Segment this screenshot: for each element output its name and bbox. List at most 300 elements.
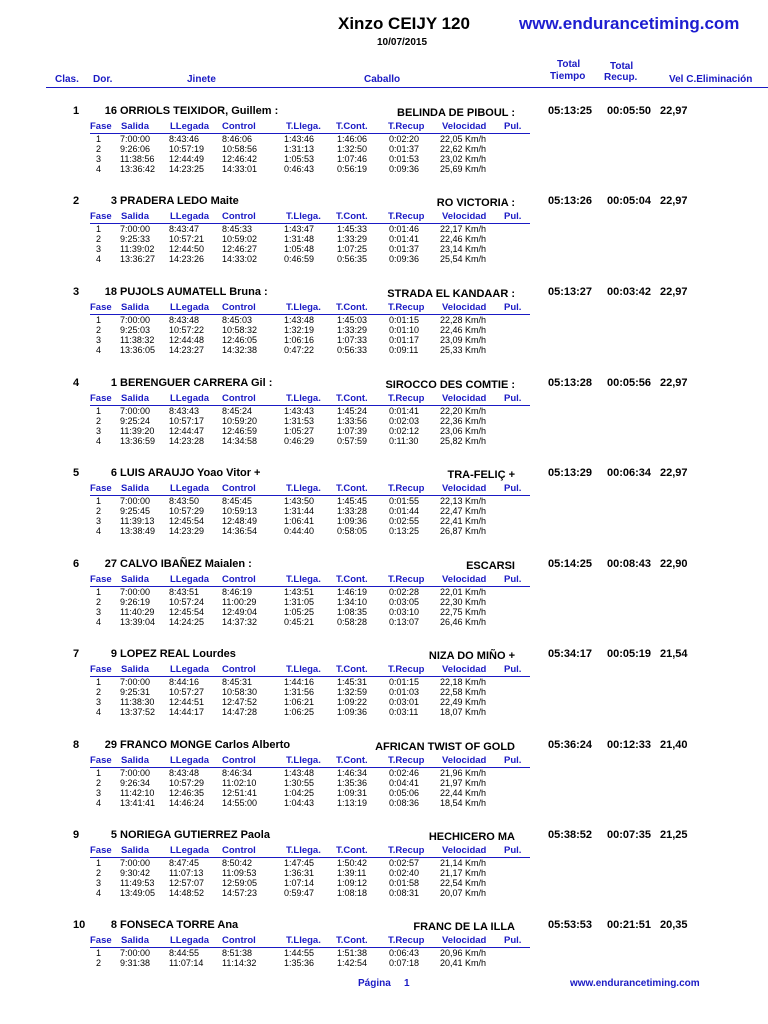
average-speed: 22,97 <box>660 467 688 479</box>
phase-header-cell: Fase <box>90 755 112 766</box>
phase-cell: 0:47:22 <box>284 345 315 355</box>
phase-cell: 8:51:38 <box>222 948 253 958</box>
phase-cell: 9:25:31 <box>120 687 151 697</box>
col-jinete: Jinete <box>187 74 216 85</box>
phase-cell: 8:43:48 <box>169 315 200 325</box>
phase-cell: 3 <box>96 244 102 254</box>
phase-cell: 22,62 Km/h <box>440 144 487 154</box>
phase-cell: 22,13 Km/h <box>440 496 487 506</box>
phase-cell: 7:00:00 <box>120 224 151 234</box>
phase-cell: 22,47 Km/h <box>440 506 487 516</box>
phase-header-cell: LLegada <box>170 755 210 766</box>
phase-cell: 12:44:48 <box>169 335 205 345</box>
phase-cell: 2 <box>96 687 102 697</box>
classification: 2 <box>73 195 80 207</box>
rider-name: FONSECA TORRE Ana <box>120 919 239 931</box>
phase-cell: 0:58:28 <box>337 617 368 627</box>
phase-cell: 1:44:16 <box>284 677 315 687</box>
phase-header-cell: Fase <box>90 664 112 675</box>
classification: 5 <box>73 467 80 479</box>
phase-cell: 11:38:56 <box>120 154 155 164</box>
phase-cell: 0:01:15 <box>389 315 420 325</box>
phase-cell: 1:45:31 <box>337 677 368 687</box>
bib-number: 3 <box>110 195 117 207</box>
phase-cell: 0:02:46 <box>389 768 420 778</box>
phase-cell: 1:09:36 <box>337 516 368 526</box>
phase-cell: 1 <box>96 587 102 597</box>
phase-cell: 14:47:28 <box>222 707 258 717</box>
phase-header-cell: Pul. <box>504 935 522 946</box>
phase-cell: 11:39:20 <box>120 426 155 436</box>
phase-cell: 4 <box>96 888 102 898</box>
phase-cell: 9:25:03 <box>120 325 151 335</box>
phase-cell: 26,87 Km/h <box>440 526 487 536</box>
phase-cell: 1:05:53 <box>284 154 315 164</box>
page-label: Página <box>358 978 391 989</box>
phase-cell: 14:24:25 <box>169 617 205 627</box>
phase-cell: 10:57:22 <box>169 325 205 335</box>
phase-cell: 1:33:29 <box>337 325 368 335</box>
phase-cell: 1:42:54 <box>337 958 368 968</box>
phase-cell: 0:06:43 <box>389 948 420 958</box>
total-recup: 00:08:43 <box>607 558 652 570</box>
horse-name: RO VICTORIA : <box>436 197 515 209</box>
phase-cell: 20,41 Km/h <box>440 958 487 968</box>
phase-cell: 11:49:53 <box>120 878 155 888</box>
total-time: 05:53:53 <box>548 919 593 931</box>
phase-cell: 12:47:52 <box>222 697 258 707</box>
phase-cell: 3 <box>96 426 102 436</box>
phase-cell: 9:26:19 <box>120 597 151 607</box>
phase-cell: 1:31:05 <box>284 597 315 607</box>
result-block <box>0 105 768 195</box>
phase-header-cell: Control <box>222 393 256 404</box>
phase-cell: 0:13:07 <box>389 617 420 627</box>
phase-cell: 14:32:38 <box>222 345 258 355</box>
phase-header-cell: T.Cont. <box>336 755 368 766</box>
phase-header-cell: T.Llega. <box>286 574 321 585</box>
phase-cell: 1:09:31 <box>337 788 368 798</box>
phase-cell: 13:49:05 <box>120 888 156 898</box>
phase-header-cell: Fase <box>90 393 112 404</box>
phase-cell: 1:43:43 <box>284 406 315 416</box>
phase-cell: 9:31:38 <box>120 958 151 968</box>
phase-cell: 0:01:37 <box>389 244 420 254</box>
phase-cell: 0:02:12 <box>389 426 420 436</box>
phase-header-cell: Control <box>222 211 256 222</box>
bib-number: 8 <box>110 919 117 931</box>
phase-cell: 11:39:13 <box>120 516 155 526</box>
phase-cell: 2 <box>96 144 102 154</box>
phase-cell: 14:44:17 <box>169 707 205 717</box>
phase-cell: 21,97 Km/h <box>440 778 487 788</box>
bib-number: 29 <box>104 739 117 751</box>
phase-cell: 20,96 Km/h <box>440 948 487 958</box>
phase-cell: 2 <box>96 234 102 244</box>
phase-cell: 1 <box>96 224 102 234</box>
phase-cell: 3 <box>96 878 102 888</box>
phase-cell: 0:01:46 <box>389 224 420 234</box>
phase-cell: 1:07:14 <box>284 878 315 888</box>
phase-cell: 13:36:42 <box>120 164 156 174</box>
phase-header-cell: T.Recup <box>388 393 425 404</box>
col-vel-elim: Vel C.Eliminación <box>669 74 753 85</box>
phase-cell: 10:57:21 <box>169 234 205 244</box>
phase-cell: 25,82 Km/h <box>440 436 487 446</box>
average-speed: 22,90 <box>660 558 688 570</box>
phase-header-cell: Velocidad <box>442 121 487 132</box>
phase-cell: 0:01:41 <box>389 406 420 416</box>
result-block <box>0 739 768 829</box>
phase-cell: 12:44:51 <box>169 697 205 707</box>
phase-cell: 22,75 Km/h <box>440 607 487 617</box>
phase-header-cell: T.Recup <box>388 574 425 585</box>
phase-cell: 2 <box>96 506 102 516</box>
phase-cell: 4 <box>96 707 102 717</box>
phase-cell: 1:34:10 <box>337 597 368 607</box>
phase-cell: 13:36:27 <box>120 254 156 264</box>
phase-header-cell: Salida <box>121 574 149 585</box>
phase-cell: 10:57:29 <box>169 506 205 516</box>
phase-cell: 14:23:25 <box>169 164 205 174</box>
phase-header-cell: Pul. <box>504 121 522 132</box>
phase-cell: 0:11:30 <box>389 436 419 446</box>
phase-cell: 22,30 Km/h <box>440 597 487 607</box>
phase-cell: 1:33:56 <box>337 416 368 426</box>
phase-cell: 1:04:25 <box>284 788 315 798</box>
phase-cell: 21,96 Km/h <box>440 768 487 778</box>
phase-cell: 1:30:55 <box>284 778 315 788</box>
phase-cell: 10:59:02 <box>222 234 258 244</box>
phase-cell: 14:23:29 <box>169 526 205 536</box>
phase-cell: 11:07:13 <box>169 868 204 878</box>
phase-header-cell: LLegada <box>170 574 210 585</box>
phase-cell: 14:23:26 <box>169 254 205 264</box>
total-recup: 00:12:33 <box>607 739 652 751</box>
phase-cell: 14:23:27 <box>169 345 205 355</box>
phase-cell: 1:43:46 <box>284 134 315 144</box>
phase-cell: 1:13:19 <box>337 798 368 808</box>
phase-cell: 1:32:19 <box>284 325 315 335</box>
phase-cell: 1:44:55 <box>284 948 315 958</box>
phase-cell: 10:58:56 <box>222 144 258 154</box>
phase-cell: 3 <box>96 335 102 345</box>
bib-number: 1 <box>110 377 117 389</box>
phase-cell: 1:09:12 <box>337 878 368 888</box>
bib-number: 5 <box>110 829 117 841</box>
phase-cell: 1:09:36 <box>337 707 368 717</box>
phase-cell: 12:57:07 <box>169 878 205 888</box>
phase-cell: 12:46:35 <box>169 788 205 798</box>
phase-header-cell: T.Recup <box>388 755 425 766</box>
phase-header-cell: Pul. <box>504 755 522 766</box>
phase-cell: 12:49:04 <box>222 607 258 617</box>
phase-cell: 8:46:06 <box>222 134 253 144</box>
phase-header-cell: Pul. <box>504 664 522 675</box>
total-time: 05:13:29 <box>548 467 593 479</box>
phase-header-cell: LLegada <box>170 211 210 222</box>
phase-cell: 1:31:53 <box>284 416 315 426</box>
phase-cell: 9:25:33 <box>120 234 151 244</box>
footer-website[interactable]: www.endurancetiming.com <box>570 978 700 989</box>
phase-cell: 1 <box>96 948 102 958</box>
phase-cell: 20,07 Km/h <box>440 888 487 898</box>
total-time: 05:14:25 <box>548 558 593 570</box>
phase-cell: 8:45:03 <box>222 315 253 325</box>
phase-cell: 2 <box>96 325 102 335</box>
phase-cell: 1:35:36 <box>337 778 368 788</box>
phase-header-cell: LLegada <box>170 664 210 675</box>
phase-header-cell: T.Cont. <box>336 935 368 946</box>
website-link[interactable]: www.endurancetiming.com <box>519 14 740 33</box>
phase-cell: 0:03:01 <box>389 697 420 707</box>
phase-cell: 1:07:46 <box>337 154 368 164</box>
phase-header-cell: Salida <box>121 845 149 856</box>
col-caballo: Caballo <box>364 74 401 85</box>
average-speed: 21,54 <box>660 648 688 660</box>
total-recup: 00:06:34 <box>607 467 652 479</box>
phase-cell: 1:46:34 <box>337 768 368 778</box>
phase-cell: 8:43:47 <box>169 224 200 234</box>
phase-cell: 8:43:48 <box>169 768 200 778</box>
phase-cell: 0:02:28 <box>389 587 420 597</box>
phase-cell: 22,49 Km/h <box>440 697 487 707</box>
phase-cell: 4 <box>96 436 102 446</box>
phase-cell: 0:02:20 <box>389 134 420 144</box>
phase-header-cell: Pul. <box>504 483 522 494</box>
horse-name: NIZA DO MIÑO + <box>428 650 515 662</box>
phase-cell: 0:56:33 <box>337 345 368 355</box>
total-time: 05:34:17 <box>548 648 593 660</box>
phase-header-cell: Control <box>222 302 256 313</box>
phase-cell: 7:00:00 <box>120 406 151 416</box>
phase-cell: 1:05:48 <box>284 244 315 254</box>
horse-name: ESCARSI <box>466 560 515 572</box>
phase-header-cell: Salida <box>121 121 149 132</box>
horse-name: BELINDA DE PIBOUL : <box>397 107 515 119</box>
phase-cell: 2 <box>96 597 102 607</box>
phase-cell: 0:02:40 <box>389 868 420 878</box>
phase-header-cell: T.Recup <box>388 302 425 313</box>
phase-header-cell: Salida <box>121 393 149 404</box>
phase-cell: 23,14 Km/h <box>440 244 487 254</box>
phase-header-cell: Pul. <box>504 574 522 585</box>
phase-header-cell: T.Cont. <box>336 302 368 313</box>
phase-cell: 8:45:31 <box>222 677 253 687</box>
col-total-tiempo-2: Tiempo <box>550 71 586 82</box>
phase-cell: 22,54 Km/h <box>440 878 487 888</box>
phase-header-cell: Salida <box>121 211 149 222</box>
phase-cell: 0:45:21 <box>284 617 315 627</box>
phase-cell: 3 <box>96 788 102 798</box>
result-block <box>0 377 768 467</box>
phase-header-cell: T.Llega. <box>286 121 321 132</box>
phase-cell: 12:44:50 <box>169 244 205 254</box>
phase-header-cell: Velocidad <box>442 935 487 946</box>
phase-cell: 1:43:48 <box>284 768 315 778</box>
horse-name: HECHICERO MA <box>428 831 515 843</box>
phase-cell: 25,69 Km/h <box>440 164 487 174</box>
rider-name: NORIEGA GUTIERREZ Paola <box>120 829 270 841</box>
phase-header-cell: Velocidad <box>442 845 487 856</box>
phase-cell: 1:46:06 <box>337 134 368 144</box>
phase-cell: 13:38:49 <box>120 526 156 536</box>
phase-cell: 11:09:53 <box>222 868 257 878</box>
average-speed: 22,97 <box>660 105 688 117</box>
rider-name: PRADERA LEDO Maite <box>120 195 239 207</box>
phase-cell: 4 <box>96 617 102 627</box>
classification: 1 <box>73 105 80 117</box>
phase-cell: 14:37:32 <box>222 617 258 627</box>
result-block <box>0 558 768 648</box>
phase-cell: 8:43:50 <box>169 496 200 506</box>
phase-cell: 1:33:28 <box>337 506 368 516</box>
phase-cell: 11:02:10 <box>222 778 257 788</box>
phase-cell: 1:09:22 <box>337 697 368 707</box>
phase-cell: 0:03:05 <box>389 597 420 607</box>
phase-cell: 11:07:14 <box>169 958 204 968</box>
header-divider <box>46 87 768 88</box>
phase-cell: 14:48:52 <box>169 888 205 898</box>
phase-cell: 8:45:24 <box>222 406 253 416</box>
phase-cell: 1 <box>96 858 102 868</box>
phase-header-cell: LLegada <box>170 483 210 494</box>
phase-cell: 4 <box>96 254 102 264</box>
phase-cell: 3 <box>96 607 102 617</box>
phase-cell: 1:45:45 <box>337 496 368 506</box>
phase-header-cell: T.Llega. <box>286 483 321 494</box>
phase-header-cell: T.Llega. <box>286 935 321 946</box>
phase-cell: 2 <box>96 958 102 968</box>
phase-header-cell: Control <box>222 664 256 675</box>
phase-header-cell: T.Cont. <box>336 393 368 404</box>
horse-name: SIROCCO DES COMTIE : <box>385 379 515 391</box>
average-speed: 21,25 <box>660 829 688 841</box>
phase-cell: 8:45:33 <box>222 224 253 234</box>
phase-cell: 1:31:44 <box>284 506 315 516</box>
rider-name: ORRIOLS TEIXIDOR, Guillem : <box>120 105 279 117</box>
phase-cell: 1:32:50 <box>337 144 368 154</box>
phase-header-cell: T.Recup <box>388 845 425 856</box>
phase-header-cell: Control <box>222 574 256 585</box>
phase-cell: 8:43:43 <box>169 406 200 416</box>
phase-cell: 0:46:29 <box>284 436 315 446</box>
phase-cell: 0:01:53 <box>389 154 420 164</box>
bib-number: 9 <box>110 648 117 660</box>
phase-header-cell: Salida <box>121 935 149 946</box>
phase-cell: 18,07 Km/h <box>440 707 487 717</box>
phase-header-cell: LLegada <box>170 845 210 856</box>
rider-name: CALVO IBAÑEZ Maialen : <box>120 558 252 570</box>
phase-cell: 8:44:16 <box>169 677 200 687</box>
total-recup: 00:03:42 <box>607 286 652 298</box>
phase-cell: 9:25:45 <box>120 506 151 516</box>
phase-cell: 21,17 Km/h <box>440 868 487 878</box>
phase-cell: 10:58:32 <box>222 325 258 335</box>
total-time: 05:13:27 <box>548 286 593 298</box>
result-block <box>0 286 768 376</box>
phase-cell: 0:01:15 <box>389 677 420 687</box>
phase-cell: 3 <box>96 697 102 707</box>
phase-header-cell: T.Llega. <box>286 211 321 222</box>
total-recup: 00:05:56 <box>607 377 652 389</box>
phase-cell: 0:46:59 <box>284 254 315 264</box>
result-block <box>0 467 768 557</box>
phase-header-cell: Velocidad <box>442 483 487 494</box>
phase-cell: 9:26:06 <box>120 144 151 154</box>
page-number: 1 <box>404 978 410 989</box>
horse-name: TRA-FELIÇ + <box>447 469 515 481</box>
classification: 3 <box>73 286 80 298</box>
phase-header-cell: LLegada <box>170 393 210 404</box>
phase-cell: 0:01:55 <box>389 496 420 506</box>
phase-cell: 0:05:06 <box>389 788 420 798</box>
phase-header-cell: Pul. <box>504 393 522 404</box>
phase-header-cell: Control <box>222 935 256 946</box>
phase-cell: 7:00:00 <box>120 768 151 778</box>
total-recup: 00:05:50 <box>607 105 652 117</box>
phase-cell: 0:58:05 <box>337 526 368 536</box>
bib-number: 27 <box>104 558 117 570</box>
total-recup: 00:07:35 <box>607 829 652 841</box>
phase-cell: 25,33 Km/h <box>440 345 487 355</box>
phase-cell: 12:51:41 <box>222 788 258 798</box>
phase-cell: 22,41 Km/h <box>440 516 487 526</box>
phase-header-cell: T.Recup <box>388 935 425 946</box>
phase-cell: 12:59:05 <box>222 878 258 888</box>
phase-cell: 0:02:55 <box>389 516 420 526</box>
phase-cell: 7:00:00 <box>120 587 151 597</box>
phase-header-cell: T.Recup <box>388 121 425 132</box>
phase-cell: 1:05:25 <box>284 607 315 617</box>
phase-cell: 2 <box>96 416 102 426</box>
phase-header-cell: Fase <box>90 121 112 132</box>
phase-cell: 10:57:17 <box>169 416 205 426</box>
phase-cell: 1:32:59 <box>337 687 368 697</box>
phase-header-cell: Salida <box>121 664 149 675</box>
average-speed: 22,97 <box>660 286 688 298</box>
horse-name: FRANC DE LA ILLA <box>413 921 515 933</box>
phase-cell: 14:33:02 <box>222 254 258 264</box>
phase-cell: 23,02 Km/h <box>440 154 487 164</box>
phase-cell: 10:57:19 <box>169 144 205 154</box>
phase-cell: 12:46:27 <box>222 244 258 254</box>
phase-cell: 2 <box>96 778 102 788</box>
rider-name: LOPEZ REAL Lourdes <box>120 648 236 660</box>
phase-header-cell: Velocidad <box>442 211 487 222</box>
total-time: 05:13:28 <box>548 377 593 389</box>
phase-header-cell: T.Cont. <box>336 574 368 585</box>
phase-cell: 0:09:36 <box>389 254 420 264</box>
phase-cell: 1 <box>96 677 102 687</box>
phase-cell: 14:46:24 <box>169 798 205 808</box>
phase-cell: 11:14:32 <box>222 958 257 968</box>
total-time: 05:13:26 <box>548 195 593 207</box>
phase-cell: 0:13:25 <box>389 526 420 536</box>
phase-cell: 0:03:10 <box>389 607 420 617</box>
average-speed: 22,97 <box>660 195 688 207</box>
classification: 9 <box>73 829 80 841</box>
phase-cell: 22,17 Km/h <box>440 224 487 234</box>
phase-header-cell: Control <box>222 121 256 132</box>
phase-cell: 9:26:34 <box>120 778 151 788</box>
phase-cell: 11:39:02 <box>120 244 155 254</box>
phase-cell: 8:43:46 <box>169 134 200 144</box>
phase-cell: 0:57:59 <box>337 436 368 446</box>
phase-cell: 8:50:42 <box>222 858 253 868</box>
classification: 8 <box>73 739 80 751</box>
phase-header-cell: LLegada <box>170 302 210 313</box>
